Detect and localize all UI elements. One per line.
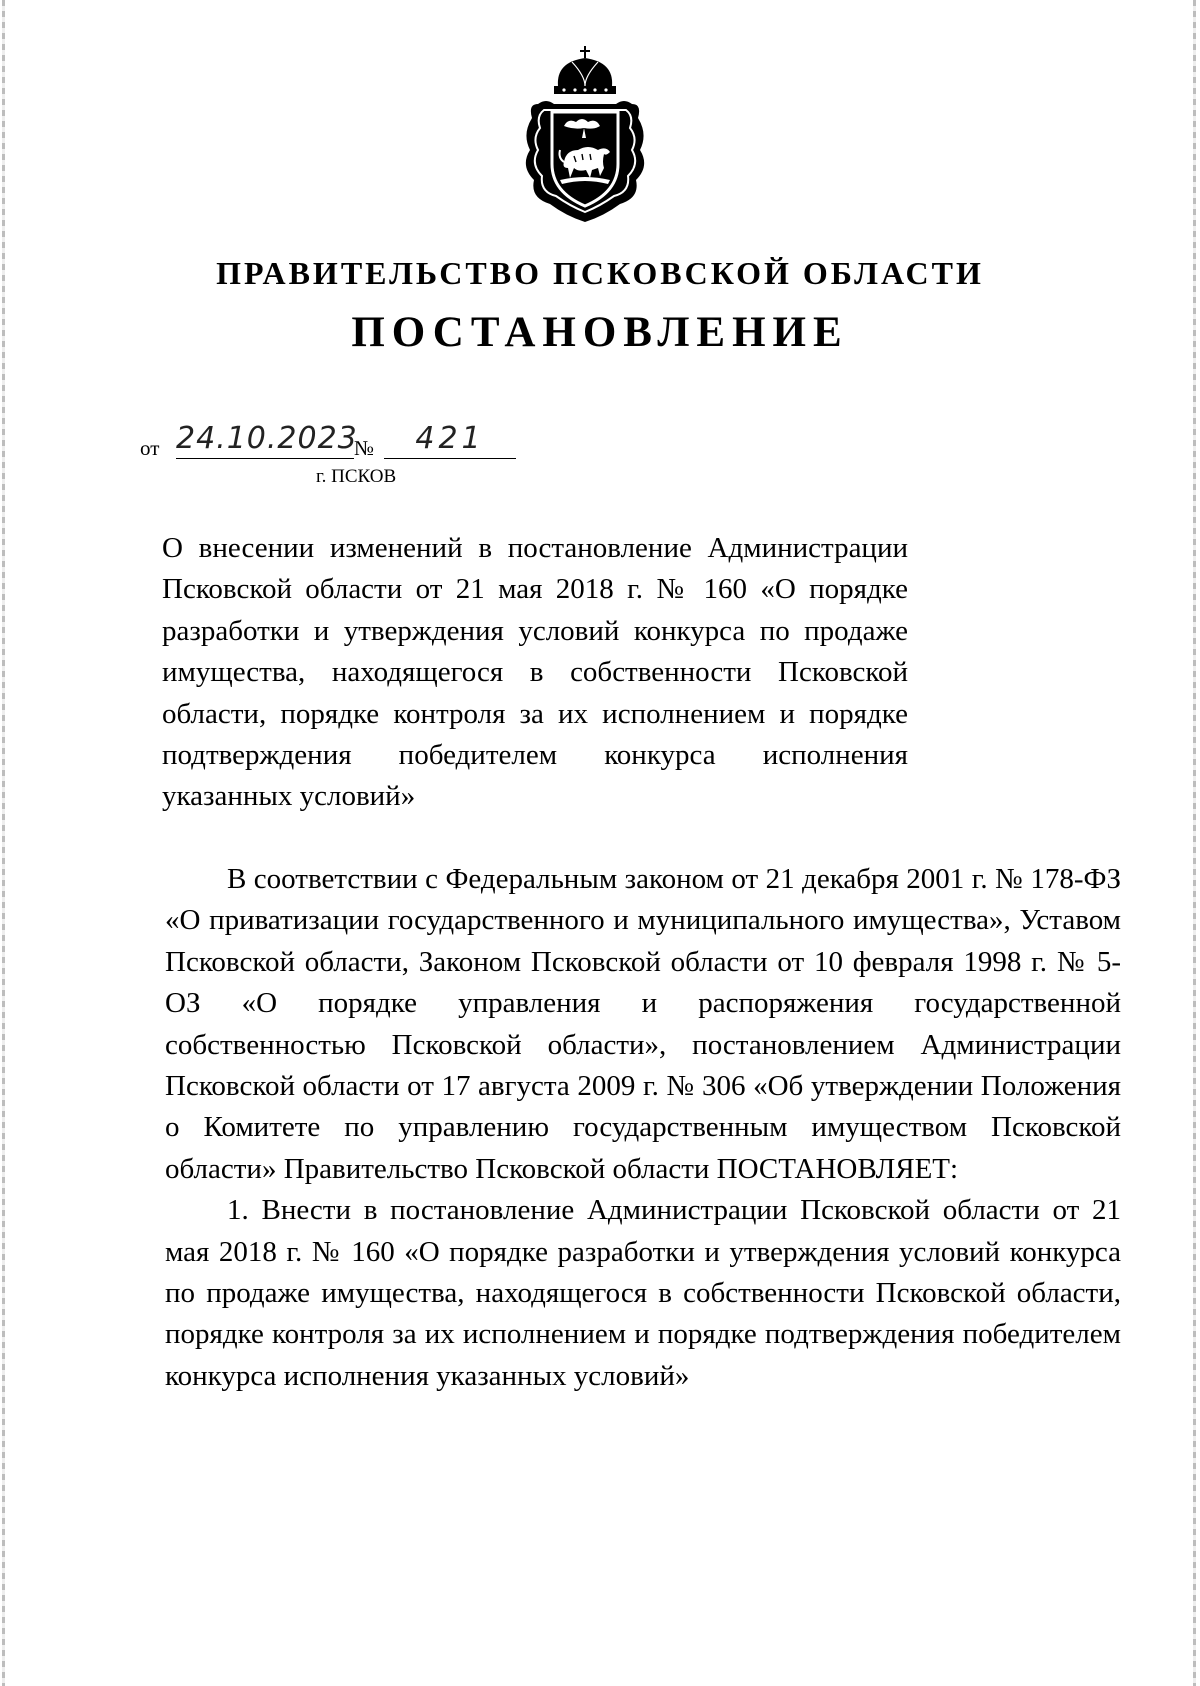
scan-edge-right [1193, 0, 1196, 1686]
pskov-coat-of-arms-icon [520, 46, 650, 224]
crown-icon [554, 46, 616, 94]
handwritten-date: 24.10.2023 [176, 420, 354, 459]
number-label: № [354, 436, 375, 460]
handwritten-number: 421 [384, 420, 516, 459]
document-type-title: ПОСТАНОВЛЕНИЕ [351, 309, 849, 356]
document-subject: О внесении изменений в постановление Администрации Псковской области от 21 мая 2018 г. № 160 «О порядке разработки и утверждения условий конкурса по продаже имущества, находящегося в собственности Псковской области, порядке контроля за их исполнением и порядке подтверждения победителем конкурса исполнения указанных условий» [162, 532, 908, 813]
city-label: г. ПСКОВ [316, 466, 397, 487]
item-1-paragraph: 1. Внести в постановление Администрации Псковской области от 21 мая 2018 г. № 160 «О порядке разработки и утверждения условий конкурса по продаже имущества, находящегося в собственности Псковской области, порядке контроля за их исполнением и порядке подтверждения победителем конкурса исполнения указанных условий» [165, 1194, 1121, 1392]
document-body [165, 859, 1121, 1397]
registration-line [140, 421, 520, 466]
scan-edge-left [2, 0, 5, 1686]
government-title: ПРАВИТЕЛЬСТВО ПСКОВСКОЙ ОБЛАСТИ [216, 255, 984, 291]
preamble-paragraph: В соответствии с Федеральным законом от 21 декабря 2001 г. № 178-ФЗ «О приватизации государственного и муниципального имущества», Уставом Псковской области, Законом Псковской области от 10 февраля 1998 г. № 5-ОЗ «О порядке управления и распоряжения государственной собственностью Псковской области», постановлением Администрации Псковской области от 17 августа 2009 г. № 306 «Об утверждении Положения о Комитете по управлению государственным имуществом Псковской области» Правительство Псковской области ПОСТАНОВЛЯЕТ: [165, 863, 1121, 1185]
date-prefix: от [140, 436, 160, 460]
